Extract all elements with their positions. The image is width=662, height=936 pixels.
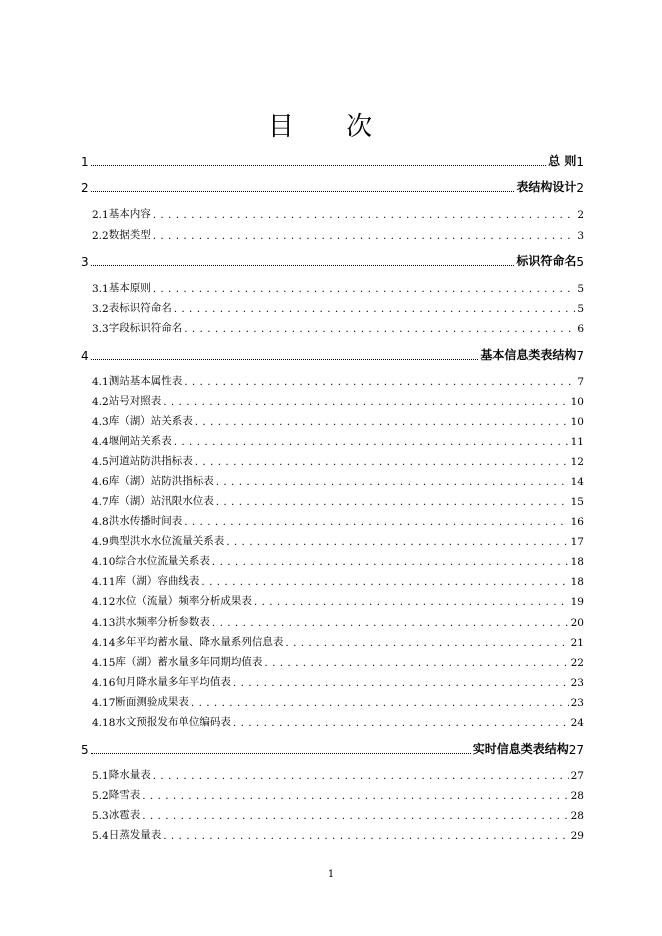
toc-entry-number: 5 bbox=[81, 743, 89, 757]
toc-entry-title: 数据类型 bbox=[108, 229, 151, 241]
toc-entry-number: 4.9 bbox=[92, 536, 109, 548]
toc-entry-page: 29 bbox=[570, 830, 584, 842]
toc-leader-dots bbox=[191, 699, 569, 710]
toc-leader-dots bbox=[254, 598, 569, 609]
toc-section-entry bbox=[81, 653, 584, 669]
toc-entry-number: 3 bbox=[81, 255, 89, 269]
toc-section-entry bbox=[81, 572, 584, 588]
toc-entry-title: 典型洪水水位流量关系表 bbox=[108, 535, 225, 547]
toc-entry-page: 15 bbox=[570, 496, 584, 508]
toc-section-entry bbox=[81, 205, 584, 221]
toc-entry-number: 4 bbox=[81, 349, 89, 363]
toc-entry-number: 4.18 bbox=[92, 717, 116, 729]
toc-entry-title: 基本原则 bbox=[108, 282, 151, 294]
toc-section-entry bbox=[81, 613, 584, 629]
toc-entry-page: 5 bbox=[577, 283, 584, 295]
toc-section-entry bbox=[81, 372, 584, 388]
toc-leader-dots bbox=[201, 578, 568, 589]
toc-entry-title: 降水量表 bbox=[108, 769, 151, 781]
toc-section-entry bbox=[81, 452, 584, 468]
toc-entry-title: 库（湖）站防洪指标表 bbox=[108, 475, 214, 487]
toc-section-entry bbox=[81, 492, 584, 508]
toc-entry-title: 多年平均蓄水量、降水量系列信息表 bbox=[115, 636, 284, 648]
toc-entry-number: 4.2 bbox=[92, 396, 109, 408]
toc-chapter-entry bbox=[81, 345, 584, 363]
toc-section-entry bbox=[81, 826, 584, 842]
toc-leader-dots bbox=[184, 518, 568, 529]
toc-entry-page: 20 bbox=[570, 617, 584, 629]
toc-entry-number: 3.2 bbox=[92, 303, 109, 315]
toc-entry-page: 5 bbox=[576, 255, 584, 269]
toc-entry-page: 2 bbox=[577, 209, 584, 221]
toc-section-entry bbox=[81, 319, 584, 335]
toc-entry-page: 28 bbox=[570, 790, 584, 802]
toc-leader-dots bbox=[216, 498, 569, 509]
toc-leader-dots bbox=[212, 619, 569, 630]
toc-leader-dots bbox=[91, 359, 479, 360]
toc-entry-page: 27 bbox=[568, 743, 584, 757]
toc-section-entry bbox=[81, 412, 584, 428]
toc-entry-number: 2.1 bbox=[92, 209, 109, 221]
toc-entry-number: 4.12 bbox=[92, 596, 116, 608]
toc-entry-number: 4.8 bbox=[92, 516, 109, 528]
toc-entry-number: 4.14 bbox=[92, 637, 116, 649]
toc-leader-dots bbox=[264, 659, 568, 670]
toc-leader-dots bbox=[233, 679, 569, 690]
toc-entry-title: 降雪表 bbox=[108, 789, 141, 801]
toc-entry-title: 河道站防洪指标表 bbox=[108, 455, 193, 467]
toc-section-entry bbox=[81, 432, 584, 448]
toc-entry-page: 18 bbox=[570, 576, 584, 588]
toc-entry-title: 基本内容 bbox=[108, 208, 151, 220]
toc-entry-page: 12 bbox=[570, 456, 584, 468]
toc-section-entry bbox=[81, 472, 584, 488]
toc-entry-page: 23 bbox=[570, 677, 584, 689]
toc-section-entry bbox=[81, 299, 584, 315]
toc-leader-dots bbox=[195, 418, 569, 429]
toc-entry-title: 水位（流量）频率分析成果表 bbox=[115, 595, 252, 607]
toc-entry-number: 4.16 bbox=[92, 677, 116, 689]
toc-section-entry bbox=[81, 226, 584, 242]
toc-entry-number: 4.4 bbox=[92, 436, 109, 448]
toc-entry-page: 19 bbox=[570, 596, 584, 608]
toc-section-entry bbox=[81, 592, 584, 608]
toc-entry-number: 4.11 bbox=[92, 576, 116, 588]
toc-entry-title: 基本信息类表结构 bbox=[480, 348, 577, 362]
toc-entry-title: 冰雹表 bbox=[108, 809, 141, 821]
toc-entry-number: 5.2 bbox=[92, 790, 109, 802]
toc-entry-number: 4.17 bbox=[92, 697, 116, 709]
toc-leader-dots bbox=[153, 772, 569, 783]
toc-entry-number: 3.1 bbox=[92, 283, 109, 295]
toc-entry-title: 库（湖）站关系表 bbox=[108, 415, 193, 427]
toc-entry-number: 4.5 bbox=[92, 456, 109, 468]
toc-section-entry bbox=[81, 806, 584, 822]
toc-entry-title: 洪水传播时间表 bbox=[108, 515, 183, 527]
toc-leader-dots bbox=[163, 832, 568, 843]
toc-leader-dots bbox=[142, 792, 568, 803]
toc-entry-page: 21 bbox=[570, 637, 584, 649]
toc-entry-title: 旬月降水量多年平均值表 bbox=[115, 676, 231, 688]
page-number: 1 bbox=[327, 869, 335, 880]
toc-entry-page: 14 bbox=[570, 476, 584, 488]
toc-section-entry bbox=[81, 673, 584, 689]
toc-entry-title: 站号对照表 bbox=[108, 395, 162, 407]
toc-entry-page: 10 bbox=[570, 416, 584, 428]
toc-entry-number: 4.7 bbox=[92, 496, 109, 508]
toc-section-entry bbox=[81, 693, 584, 709]
toc-entry-number: 5.4 bbox=[92, 830, 109, 842]
toc-leader-dots bbox=[233, 719, 569, 730]
toc-entry-title: 库（湖）站汛限水位表 bbox=[108, 495, 214, 507]
toc-leader-dots bbox=[91, 191, 515, 192]
toc-leader-dots bbox=[163, 398, 568, 409]
toc-entry-page: 18 bbox=[570, 556, 584, 568]
toc-leader-dots bbox=[91, 265, 515, 266]
toc-entry-title: 堰闸站关系表 bbox=[108, 435, 172, 447]
toc-leader-dots bbox=[285, 639, 568, 650]
toc-chapter-entry bbox=[81, 251, 584, 269]
toc-entry-number: 4.15 bbox=[92, 657, 116, 669]
toc-chapter-entry bbox=[81, 151, 584, 169]
toc-leader-dots bbox=[226, 538, 568, 549]
toc-entry-title: 洪水频率分析参数表 bbox=[115, 616, 210, 628]
toc-entry-number: 4.1 bbox=[92, 376, 109, 388]
toc-entry-title: 断面测验成果表 bbox=[115, 696, 189, 708]
toc-section-entry bbox=[81, 552, 584, 568]
toc-entry-page: 7 bbox=[576, 349, 584, 363]
toc-leader-dots bbox=[91, 165, 547, 166]
toc-entry-number: 2.2 bbox=[92, 230, 109, 242]
toc-entry-number: 4.6 bbox=[92, 476, 109, 488]
toc-entry-title: 标识符命名 bbox=[516, 254, 577, 268]
toc-leader-dots bbox=[184, 325, 575, 336]
toc-section-entry bbox=[81, 713, 584, 729]
toc-entry-page: 6 bbox=[577, 323, 584, 335]
toc-entry-page: 2 bbox=[576, 181, 584, 195]
toc-entry-page: 27 bbox=[570, 770, 584, 782]
page-title: 目 次 bbox=[267, 112, 395, 142]
toc-entry-title: 实时信息类表结构 bbox=[472, 742, 569, 756]
toc-entry-page: 16 bbox=[570, 516, 584, 528]
toc-leader-dots bbox=[153, 232, 576, 243]
toc-entry-number: 4.10 bbox=[92, 556, 116, 568]
toc-entry-page: 11 bbox=[570, 436, 584, 448]
toc-entry-page: 28 bbox=[570, 810, 584, 822]
toc-section-entry bbox=[81, 766, 584, 782]
toc-entry-page: 17 bbox=[570, 536, 584, 548]
toc-entry-page: 24 bbox=[570, 717, 584, 729]
toc-entry-title: 日蒸发量表 bbox=[108, 829, 162, 841]
toc-entry-title: 表标识符命名 bbox=[108, 302, 172, 314]
toc-leader-dots bbox=[184, 378, 575, 389]
toc-leader-dots bbox=[91, 753, 471, 754]
toc-entry-title: 库（湖）容曲线表 bbox=[115, 575, 200, 587]
toc-section-entry bbox=[81, 512, 584, 528]
toc-leader-dots bbox=[153, 211, 576, 222]
toc-entry-page: 22 bbox=[570, 657, 584, 669]
toc-leader-dots bbox=[212, 558, 569, 569]
toc-entry-title: 表结构设计 bbox=[516, 180, 577, 194]
toc-entry-page: 7 bbox=[577, 376, 584, 388]
toc-leader-dots bbox=[174, 438, 569, 449]
toc-leader-dots bbox=[195, 458, 569, 469]
toc-section-entry bbox=[81, 786, 584, 802]
toc-section-entry bbox=[81, 279, 584, 295]
toc-entry-title: 综合水位流量关系表 bbox=[115, 555, 210, 567]
toc-entry-page: 1 bbox=[576, 155, 584, 169]
toc-entry-page: 5 bbox=[577, 303, 584, 315]
toc-entry-number: 4.13 bbox=[92, 617, 116, 629]
toc-leader-dots bbox=[153, 285, 576, 296]
toc-leader-dots bbox=[174, 305, 576, 316]
toc-entry-title: 字段标识符命名 bbox=[108, 322, 183, 334]
toc-entry-title: 水文预报发布单位编码表 bbox=[115, 716, 231, 728]
toc-chapter-entry bbox=[81, 739, 584, 757]
toc-entry-page: 10 bbox=[570, 396, 584, 408]
toc-chapter-entry bbox=[81, 177, 584, 195]
toc-section-entry bbox=[81, 633, 584, 649]
toc-entry-number: 4.3 bbox=[92, 416, 109, 428]
toc-section-entry bbox=[81, 532, 584, 548]
toc-entry-number: 5.1 bbox=[92, 770, 109, 782]
toc-entry-page: 3 bbox=[577, 230, 584, 242]
toc-entry-title: 测站基本属性表 bbox=[108, 375, 183, 387]
toc-leader-dots bbox=[216, 478, 569, 489]
toc-section-entry bbox=[81, 392, 584, 408]
toc-entry-number: 5.3 bbox=[92, 810, 109, 822]
toc-entry-number: 1 bbox=[81, 155, 89, 169]
toc-entry-title: 库（湖）蓄水量多年同期均值表 bbox=[115, 656, 263, 668]
toc-entry-number: 3.3 bbox=[92, 323, 109, 335]
toc-entry-number: 2 bbox=[81, 181, 89, 195]
toc-entry-title: 总 则 bbox=[548, 154, 577, 168]
toc-entry-page: 23 bbox=[570, 697, 584, 709]
toc-leader-dots bbox=[142, 812, 568, 823]
